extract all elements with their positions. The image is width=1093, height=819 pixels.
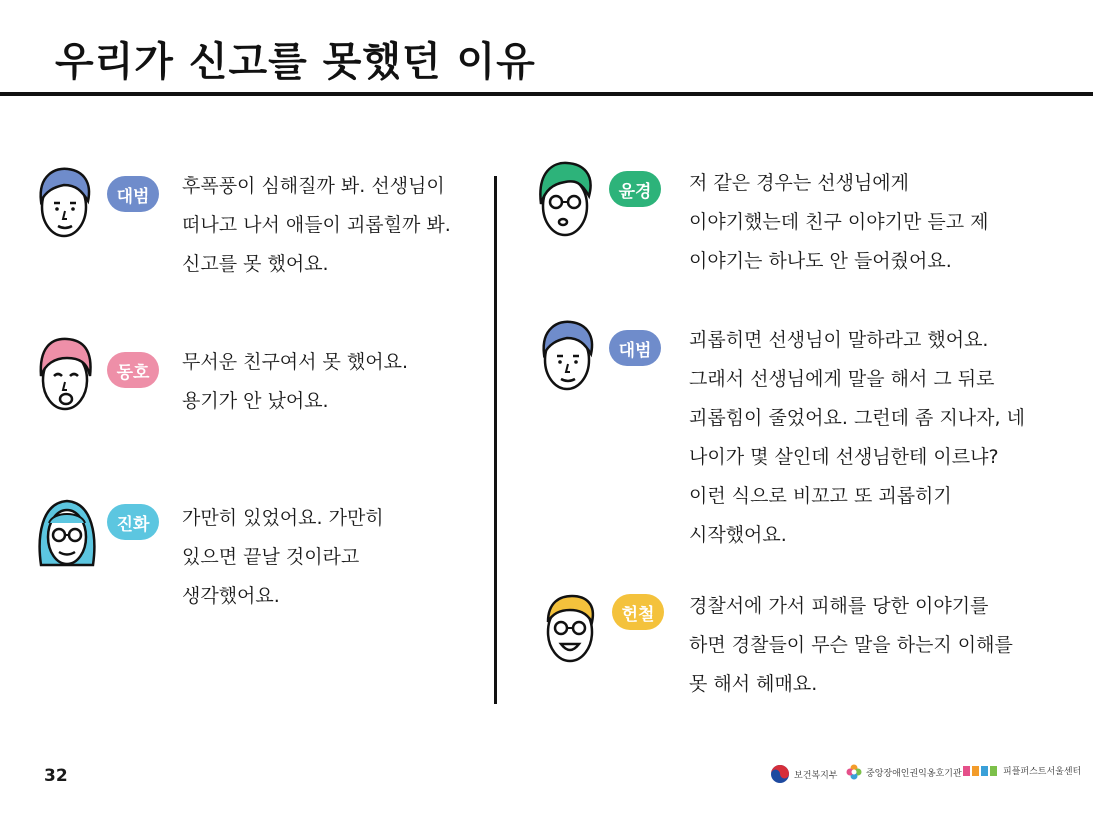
peoplefirst-logo-icon [963, 765, 999, 777]
speaker-badge-jinhwa: 진화 [107, 504, 159, 540]
speaker-badge-heoncheol: 헌철 [612, 594, 664, 630]
text-line: 못 해서 헤매요. [689, 673, 818, 695]
face-green-hair-glasses-icon [537, 160, 595, 238]
text-line: 후폭풍이 심해질까 봐. 선생님이 [182, 175, 445, 197]
flower-logo-icon [846, 764, 862, 780]
footer-logo-central [846, 764, 962, 780]
face-blue-hair-icon [36, 165, 94, 239]
face-cyan-hair-glasses-icon [37, 497, 97, 569]
speaker-badge-dongho: 동호 [107, 352, 159, 388]
face-blue-hair-icon [539, 318, 597, 392]
org-name-central: 중앙장애인권익옹호기관 [866, 768, 962, 779]
column-divider [494, 176, 497, 704]
text-line: 괴롭힘이 줄었어요. 그런데 좀 지나자, 네 [689, 407, 1025, 429]
footer-logo-peoplefirst [963, 764, 1081, 777]
right-entry-3-text [689, 587, 1013, 704]
text-line: 경찰서에 가서 피해를 당한 이야기를 [689, 595, 989, 617]
text-line: 그래서 선생님에게 말을 해서 그 뒤로 [689, 368, 995, 390]
left-entry-2-text [182, 343, 408, 421]
text-line: 용기가 안 났어요. [182, 390, 329, 412]
org-name-mohw: 보건복지부 [794, 770, 838, 781]
left-entry-1-text [182, 167, 451, 284]
speaker-badge-daebeom: 대범 [609, 330, 661, 366]
text-line: 떠나고 나서 애들이 괴롭힐까 봐. [182, 214, 451, 236]
text-line: 생각했어요. [182, 585, 280, 607]
text-line: 괴롭히면 선생님이 말하라고 했어요. [689, 329, 989, 351]
text-line: 나이가 몇 살인데 선생님한테 이르냐? [689, 446, 999, 468]
footer-logo-mohw [770, 764, 837, 784]
right-entry-1-text [689, 164, 988, 281]
text-line: 이야기는 하나도 안 들어줬어요. [689, 250, 952, 272]
page-number: 32 [44, 766, 68, 786]
face-yellow-hair-glasses-icon [542, 592, 600, 666]
org-name-peoplefirst: 피플퍼스트서울센터 [1003, 767, 1082, 777]
page-title: 우리가 신고를 못했던 이유 [55, 39, 536, 85]
title-underline [0, 92, 1093, 96]
speaker-badge-yungyeong: 윤경 [609, 171, 661, 207]
text-line: 무서운 친구여서 못 했어요. [182, 351, 409, 373]
text-line: 저 같은 경우는 선생님에게 [689, 172, 910, 194]
text-line: 가만히 있었어요. 가만히 [182, 507, 384, 529]
speaker-badge-daebeom: 대범 [107, 176, 159, 212]
taegeuk-logo-icon [770, 764, 790, 784]
text-line: 이런 식으로 비꼬고 또 괴롭히기 [689, 485, 952, 507]
left-entry-3-text [182, 499, 384, 616]
text-line: 신고를 못 했어요. [182, 253, 329, 275]
face-pink-hair-icon [37, 336, 95, 412]
text-line: 시작했어요. [689, 524, 787, 546]
text-line: 있으면 끝날 것이라고 [182, 546, 360, 568]
text-line: 하면 경찰들이 무슨 말을 하는지 이해를 [689, 634, 1013, 656]
text-line: 이야기했는데 친구 이야기만 듣고 제 [689, 211, 989, 233]
right-entry-2-text [689, 321, 1025, 555]
